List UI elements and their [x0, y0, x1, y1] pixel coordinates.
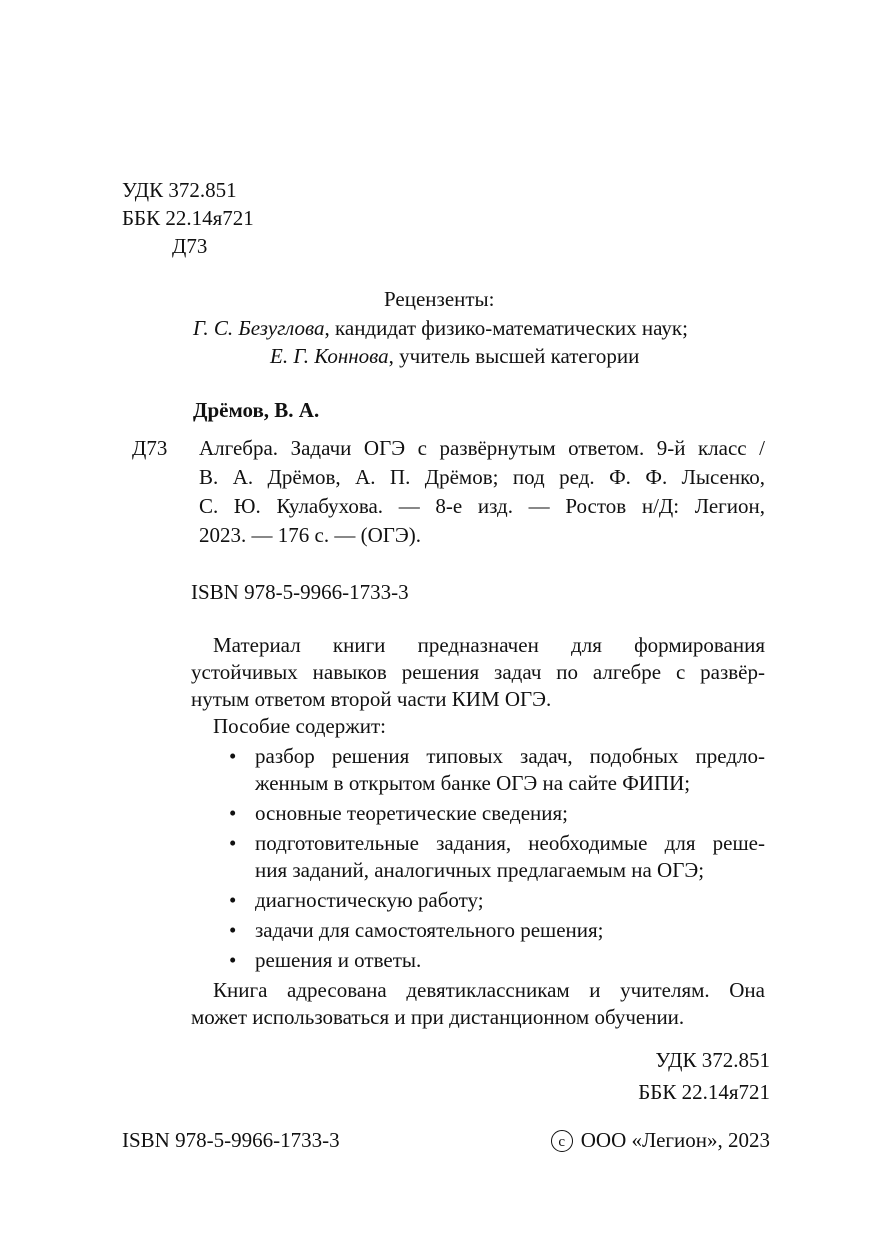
reviewer-1-role: , кандидат физико-математических наук;: [324, 316, 688, 340]
reviewer-1-name: Г. С. Безуглова: [193, 316, 325, 340]
list-item-line: разбор решения типовых задач, подобных предло-: [255, 744, 765, 768]
list-item: [191, 743, 765, 797]
card-author-mark: Д73: [132, 436, 168, 460]
contents-list: [191, 743, 765, 974]
list-item: [191, 800, 765, 827]
reviewer-2-name: Е. Г. Коннова: [270, 344, 389, 368]
footer-isbn: ISBN 978-5-9966-1733-3: [122, 1128, 340, 1152]
annotation-line: Материал книги предназначен для формирования: [213, 633, 765, 657]
description-line: В. А. Дрёмов, А. П. Дрёмов; под ред. Ф. Ф. Лысенко,: [199, 465, 765, 489]
bullet-icon: •: [229, 744, 237, 768]
list-item-line: основные теоретические сведения;: [255, 801, 569, 825]
bullet-icon: •: [229, 918, 237, 942]
bullet-icon: •: [229, 801, 237, 825]
reviewer-2-role: , учитель высшей категории: [388, 344, 640, 368]
annotation-line: Книга адресована девятиклассникам и учителям. Она: [213, 978, 765, 1002]
annotation-line: устойчивых навыков решения задач по алгебре с развёр-: [191, 660, 765, 684]
copyright-text: ООО «Легион», 2023: [580, 1128, 770, 1152]
card-author: Дрёмов, В. А.: [193, 398, 320, 422]
list-item: [191, 830, 765, 884]
list-item-line: диагностическую работу;: [255, 888, 484, 912]
card-isbn: ISBN 978-5-9966-1733-3: [191, 580, 409, 604]
description-line: 2023. — 176 с. — (ОГЭ).: [199, 523, 421, 547]
contains-heading: Пособие содержит:: [213, 714, 386, 738]
list-item-line: решения и ответы.: [255, 948, 422, 972]
bullet-icon: •: [229, 948, 237, 972]
list-item: [191, 917, 765, 944]
list-item: [191, 947, 765, 974]
author-mark-top: Д73: [172, 234, 208, 258]
annotation-line: нутым ответом второй части КИМ ОГЭ.: [191, 687, 552, 711]
reviewer-1: [193, 314, 688, 342]
bullet-icon: •: [229, 888, 237, 912]
bibliographic-description: [199, 434, 765, 550]
list-item-line: подготовительные задания, необходимые для реше-: [255, 831, 765, 855]
copyright-icon: c: [551, 1130, 573, 1152]
bullet-icon: •: [229, 831, 237, 855]
list-item-line: задачи для самостоятельного решения;: [255, 918, 604, 942]
list-item: [191, 887, 765, 914]
annotation-line: может использоваться и при дистанционном обучении.: [191, 1005, 685, 1029]
bbk-code-bottom: ББК 22.14я721: [638, 1080, 770, 1104]
list-item-line: женным в открытом банке ОГЭ на сайте ФИПИ;: [255, 771, 691, 795]
reviewers-title: Рецензенты:: [384, 287, 495, 311]
annotation: [191, 632, 765, 1031]
copyright: [551, 1126, 770, 1154]
description-line: С. Ю. Кулабухова. — 8-е изд. — Ростов н/Д: Легион,: [199, 494, 765, 518]
reviewer-2: [270, 342, 639, 370]
bbk-code-top: ББК 22.14я721: [122, 206, 254, 230]
list-item-line: ния заданий, аналогичных предлагаемым на ОГЭ;: [255, 858, 705, 882]
udc-code-top: УДК 372.851: [122, 178, 237, 202]
udc-code-bottom: УДК 372.851: [655, 1048, 770, 1072]
description-line: Алгебра. Задачи ОГЭ с развёрнутым ответом. 9-й класс /: [199, 436, 765, 460]
